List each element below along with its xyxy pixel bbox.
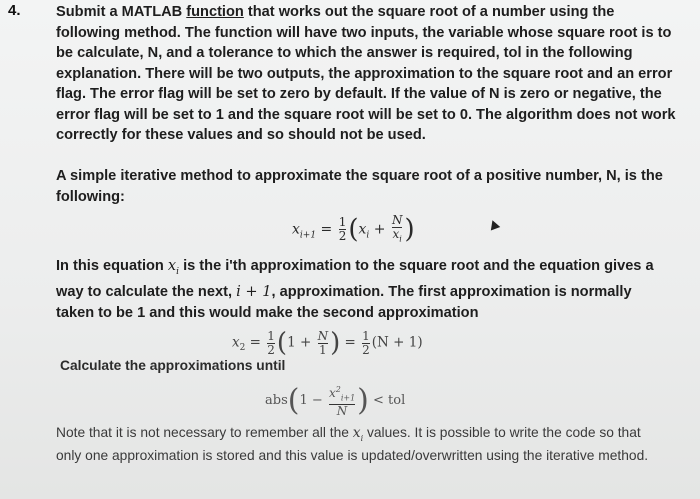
eq1-xi: x xyxy=(358,221,367,238)
eq2-half2-den: 2 xyxy=(362,342,370,357)
eq3-frac-den: N xyxy=(329,404,355,418)
note-text-b: values. It is possible to write the code so that only one approximation is stored and this value is updated/overwritten using the iterative method. xyxy=(56,425,649,464)
second-approximation-equation: $x_2$ = $\frac{1}{2}$ (1 + $\frac{N}{1}$ ) = $\frac{1}{2}$ (N + 1) xyxy=(232,328,423,358)
stopping-condition-equation: abs(1 − $\frac{x^2_{i+1}}{N}$ ) < tol xyxy=(265,383,406,419)
eq3-frac-num: x xyxy=(328,386,336,400)
eq1-frac-num: N xyxy=(391,213,403,227)
eq2-half-num: 1 xyxy=(267,328,275,343)
eq3-frac-num-sup: 2 xyxy=(335,385,341,394)
eq1-frac-den-sub: i xyxy=(399,234,402,244)
eq1-equals: = xyxy=(320,221,333,238)
intro-text-pre: Submit a MATLAB xyxy=(56,4,187,20)
eq2-fraction xyxy=(318,330,329,357)
note-paragraph xyxy=(56,424,656,465)
eq3-tolerance: < tol xyxy=(373,393,406,409)
eq2-lhs-var: x xyxy=(232,334,240,351)
question-number: 4. xyxy=(8,2,21,19)
question-intro xyxy=(56,2,676,146)
eq3-fraction xyxy=(329,383,355,418)
explanation-text-c: , approximation. The first approximation is normally taken to be 1 and this would make the second approximation xyxy=(56,284,632,321)
explanation-text-b: is the i'th approximation to the square root and the equation gives a way to calculate the next, xyxy=(56,258,654,301)
eq2-half xyxy=(267,330,275,357)
eq2-frac-num: N xyxy=(317,328,329,343)
note-xi: x xyxy=(352,425,361,441)
eq2-frac-den: 1 xyxy=(318,342,327,357)
eq3-abs-function: abs xyxy=(265,393,288,409)
eq1-lhs-sub: i+1 xyxy=(299,230,317,241)
eq1-half-num: 1 xyxy=(338,215,347,230)
note-text-a: Note that it is not necessary to remember all the xyxy=(56,425,353,440)
eq3-one: 1 xyxy=(299,393,308,409)
note-xi-sub: i xyxy=(360,433,364,443)
explanation-xi: x xyxy=(167,257,177,274)
eq1-fraction xyxy=(392,214,403,245)
eq3-frac-num-sub: i+1 xyxy=(340,393,356,403)
eq2-half-2 xyxy=(362,330,370,357)
eq2-rhs: (N + 1) xyxy=(371,334,423,351)
intro-text-post: that works out the square root of a number using the following method. The function will have two inputs, the variable whose square root is to be calculate, N, and a tolerance to which the answer is required, tol in the following explanation. There will be two outputs, the approximation to the square root and an error flag. The error flag will be set to zero by default. If the value of N is zero or negative, the error flag will be set to 1 and the square root will be set to 0. The algorithm does not work correctly for these values and so should not be used. xyxy=(56,4,676,143)
eq1-half xyxy=(339,216,347,243)
stopping-condition-label: Calculate the approximations until xyxy=(60,358,286,373)
iteration-equation: $x_{i+1}$ = $\frac{1}{2}$ ($x_i$ + $\frac{N}{x_i}$ ) xyxy=(292,213,415,245)
equation-explanation xyxy=(56,256,666,323)
eq1-lhs-var: x xyxy=(292,221,300,238)
eq3-minus: − xyxy=(311,393,323,409)
eq2-equals-1: = xyxy=(249,334,261,351)
mouse-cursor-icon xyxy=(488,219,500,231)
eq2-half2-num: 1 xyxy=(362,328,370,343)
eq2-lhs-sub: 2 xyxy=(239,343,246,354)
eq2-equals-2: = xyxy=(344,334,356,351)
explanation-iplus1: i + 1 xyxy=(236,283,272,301)
eq1-plus: + xyxy=(373,221,386,238)
eq2-plus: + xyxy=(299,334,312,351)
eq2-one: 1 xyxy=(287,334,296,351)
eq1-xi-sub: i xyxy=(366,230,370,241)
eq1-frac-den: x xyxy=(392,227,400,241)
eq1-half-den: 2 xyxy=(338,229,347,244)
explanation-text-a: In this equation xyxy=(56,258,168,274)
explanation-xi-sub: i xyxy=(176,266,180,277)
eq2-half-den: 2 xyxy=(267,342,275,357)
function-keyword: function xyxy=(186,4,244,20)
method-intro: A simple iterative method to approximate the square root of a positive number, N, is the following: xyxy=(56,168,663,205)
